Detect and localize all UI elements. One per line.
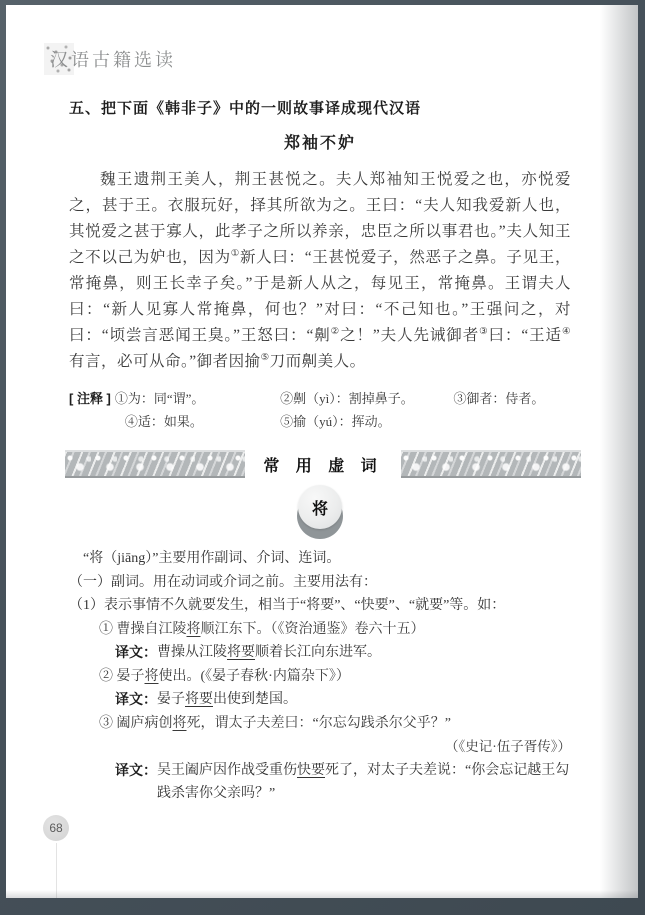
example-source: ③ 阖庐病创将死，谓太子夫差曰：“尔忘勾践杀尔父乎？” [99,715,451,731]
classical-passage: 魏王遗荆王美人，荆王甚悦之。夫人郑袖知王悦爱之也，亦悦爱之，甚于王。衣服玩好，择其所欲为之。王曰：“夫人知我爱新人也，其悦爱之甚于寡人，此孝子之所以养亲，忠臣之所以事君也。”夫人知王之不以己为妒也，因为①新人曰：“王甚悦爱子，然恶子之鼻。子见王，常掩鼻，则王长幸子矣。”于是新人从之，每见王，常掩鼻。王谓夫人曰：“新人见寡人常掩鼻，何也？”对曰：“不己知也。”王强问之，对曰：“顷尝言恶闻王臭。”王怒曰：“劓②之！”夫人先诫御者③曰：“王适④有言，必可从命。”御者因揄⑤刀而劓美人。 [69,171,571,370]
headword: 将 [311,500,328,518]
source-attribution: （《史记·伍子胥传》） [445,739,571,754]
translation-text: 晏子将要出使到楚国。 [157,692,297,707]
annotation-item: ④适：如果。 [124,414,203,429]
example-translation [115,688,571,712]
example-source: ② 晏子将使出。(《晏子春秋·内篇杂下》） [99,668,350,684]
badge-circle [298,485,342,529]
translation-label: 译文： [115,691,157,707]
annotation-item: ①为：同“谓”。 [114,391,205,406]
page-number: 68 [49,821,63,835]
section-title: 常 用 虚 词 [263,457,383,475]
annotations-label: [ 注释 ] [69,391,111,406]
headword-badge [296,485,344,537]
floral-ornament-right [401,450,581,478]
example-translation [115,641,571,665]
usage-line: （1）表示事情不久就要发生，相当于“将要”、“快要”、“就要”等。如： [69,598,506,613]
annotation-item: ⑤揄（yú）：挥动。 [280,414,391,429]
translation-text: 吴王阖庐因作战受重伤快要死了，对太子夫差说：“你会忘记越王勾践杀害你父亲吗？” [157,762,570,801]
page-number-badge [43,815,69,841]
translation-label: 译文： [115,644,157,660]
story-title: 郑袖不妒 [283,135,356,152]
intro-line: “将（jiāng）”主要用作副词、介词、连词。 [83,551,341,566]
annotations [69,387,571,433]
annotation-row [125,410,571,433]
translation-text: 曹操从江陵将要顺着长江向东进军。 [157,645,381,660]
book-page [6,5,638,898]
floral-ornament-left [65,450,245,478]
page-bottom-shadow [6,890,638,898]
exercise-heading: 五、把下面《韩非子》中的一则故事译成现代汉语 [69,100,422,117]
category-line: （一）副词。用在动词或介词之前。主要用法有： [69,574,377,590]
grammar-section [69,547,571,806]
example-source: ① 曹操自江陵将顺江东下。（《资治通鉴》卷六十五） [99,621,425,637]
annotation-item: ②劓（yì）：割掉鼻子。 [280,391,414,406]
book-title: 汉语古籍选读 [50,50,176,70]
translation-label: 译文： [115,761,157,778]
example-translation [115,759,571,806]
annotation-item: ③御者：侍者。 [453,391,545,406]
page-edge-shadow [600,5,638,898]
section-banner [65,449,581,479]
annotation-rows [115,387,571,433]
annotation-row [115,387,571,410]
running-head [44,43,176,75]
page-content [69,97,571,806]
page-number-guide-line [56,843,57,898]
